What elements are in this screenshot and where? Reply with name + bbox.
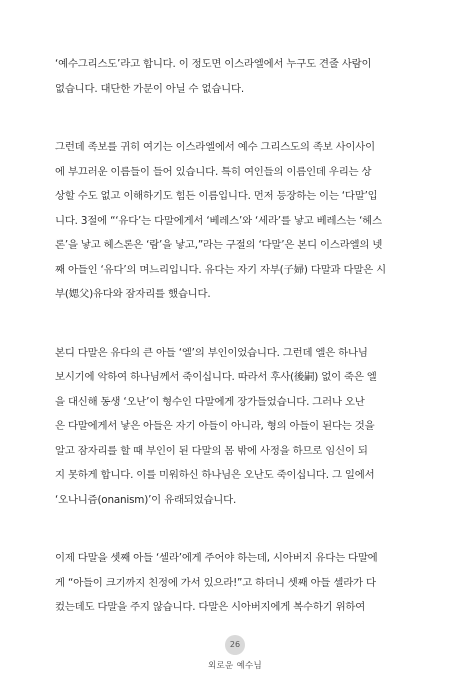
text-line: 본디 다말은 유다의 큰 아들 ‘엘’의 부인이었습니다. 그런데 엘은 하나님 [55,346,368,359]
page-footer [0,632,470,671]
text-line: 지 못하게 합니다. 이를 미워하신 하나님은 오난도 죽이십니다. 그 일에서 [55,469,375,481]
body-text [55,52,417,654]
text-line: 상할 수도 없고 이해하기도 힘든 이름입니다. 먼저 등장하는 이는 ‘다말’입 [55,190,378,202]
text-line: 을 대신해 동생 ‘오난’이 형수인 다말에게 장가들었습니다. 그러나 오난 [55,395,365,408]
text-line: 그런데 족보를 귀히 여기는 이스라엘에서 예수 그리스도의 족보 사이사이 [55,141,375,153]
text-line: 론’을 낳고 헤스론은 ‘람’을 낳고,”라는 구절의 ‘다말’은 본디 이스라엘의 넷 [55,239,383,251]
text-line: 컸는데도 다말을 주지 않습니다. 다말은 시아버지에게 복수하기 위하여 [55,601,366,613]
text-line: 니다. 3절에 “‘유다’는 다말에게서 ‘베레스’와 ‘세라’를 낳고 베레스는 ‘헤스 [55,214,382,227]
text-line: ‘오나니즘(onanism)’이 유래되었습니다. [55,493,237,506]
text-line: 알고 잠자리를 할 때 부인이 된 다말의 몸 밖에 사정을 하므로 임신이 되 [55,444,368,457]
running-title: 외로운 예수님 [207,661,263,671]
text-line: 게 “아들이 크기까지 친정에 가서 있으라!”고 하더니 셋째 아들 셀라가 다 [55,576,376,589]
page-number: 26 [225,635,245,655]
paragraph-1 [55,52,417,101]
text-line: 보시기에 악하여 하나님께서 죽이십니다. 따라서 후사(後嗣) 없이 죽은 엘 [55,371,377,383]
text-line: 째 아들인 ‘유다’의 며느리입니다. 유다는 자기 자부(子婦) 다말과 다말은 시 [55,263,386,276]
paragraph-3 [55,341,417,513]
paragraph-2 [55,135,417,307]
paragraph-4 [55,546,417,620]
text-line: 부(媤父)유다와 잠자리를 했습니다. [55,288,211,300]
text-line: 은 다말에게서 낳은 아들은 자기 아들이 아니라, 형의 아들이 된다는 것을 [55,420,375,432]
text-line: ‘예수그리스도’라고 합니다. 이 정도면 이스라엘에서 누구도 견줄 사람이 [55,58,372,70]
text-line: 이제 다말을 셋째 아들 ‘셀라’에게 주어야 하는데, 시아버지 유다는 다말에 [55,552,378,564]
text-line: 없습니다. 대단한 가문이 아닐 수 없습니다. [55,82,244,95]
text-line: 에 부끄러운 이름들이 들어 있습니다. 특히 여인들의 이름인데 우리는 상 [55,165,372,178]
